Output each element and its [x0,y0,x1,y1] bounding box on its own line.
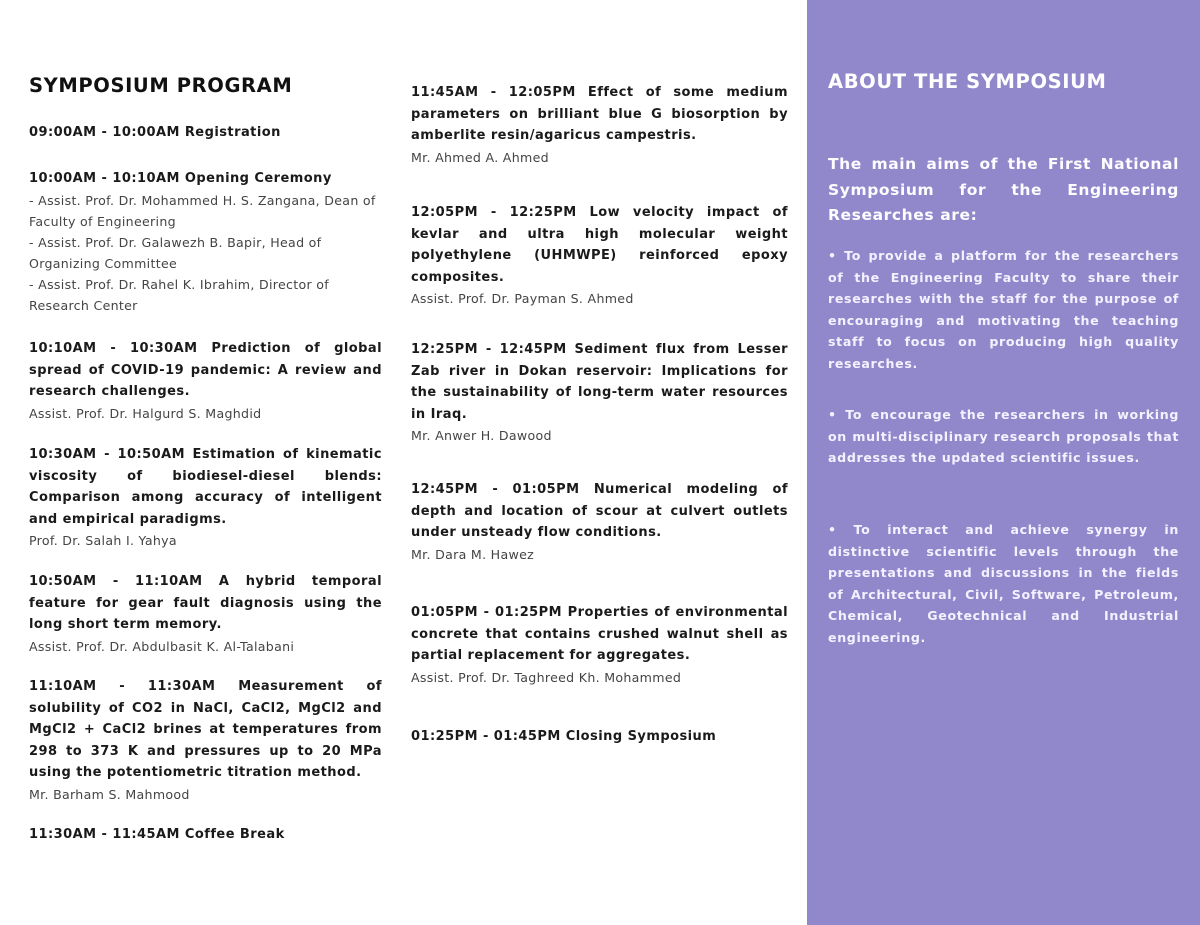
program-item [411,479,788,565]
program-item-speaker: - Assist. Prof. Dr. Mohammed H. S. Zangana, Dean of Faculty of Engineering [29,192,376,229]
about-aim: • To provide a platform for the researchers of the Engineering Faculty to share their researches with the staff for the purpose of encouraging and motivating the teaching staff to focus on producing high quality researches. [828,248,1179,371]
program-item-speaker: - Assist. Prof. Dr. Galawezh B. Bapir, Head of Organizing Committee [29,234,322,271]
program-item [29,824,382,846]
program-item-heading: 01:25PM - 01:45PM Closing Symposium [411,729,717,744]
program-item [411,82,788,168]
program-item-heading: 01:05PM - 01:25PM Properties of environmental concrete that contains crushed walnut shell as partial replacement for aggregates. [411,605,788,663]
program-item-heading: 11:10AM - 11:30AM Measurement of solubility of CO2 in NaCl, CaCl2, MgCl2 and MgCl2 + CaCl2 brines at temperatures from 298 to 373 K and pressures up to 20 MPa using the potentiometric titration method. [29,679,382,780]
program-item-speaker: Assist. Prof. Dr. Halgurd S. Maghdid [29,405,262,421]
program-item-speaker: Mr. Ahmed A. Ahmed [411,149,549,165]
program-item-speaker: Mr. Anwer H. Dawood [411,428,552,443]
program-item-speaker: Assist. Prof. Dr. Taghreed Kh. Mohammed [411,669,682,685]
program-item-heading: 11:30AM - 11:45AM Coffee Break [29,827,285,842]
program-item-speaker: - Assist. Prof. Dr. Rahel K. Ibrahim, Director of Research Center [29,276,329,313]
program-item [411,726,788,748]
about-title: ABOUT THE SYMPOSIUM [828,70,1107,93]
program-item-speaker: Assist. Prof. Dr. Payman S. Ahmed [411,291,634,306]
about-intro: The main aims of the First National Symposium for the Engineering Researches are: [828,155,1179,224]
program-item-heading: 10:50AM - 11:10AM A hybrid temporal feature for gear fault diagnosis using the long short term memory. [29,574,382,632]
program-item-heading: 12:25PM - 12:45PM Sediment flux from Lesser Zab river in Dokan reservoir: Implications for the sustainability of long-term water resources in Iraq. [411,342,789,422]
about-aim: • To interact and achieve synergy in distinctive scientific levels through the presentations and discussions in the fields of Architectural, Civil, Software, Petroleum, Chemical, Geotechnical and Industrial engineering. [828,522,1179,645]
program-item [411,602,788,688]
program-item [29,676,382,805]
program-item-speaker: Assist. Prof. Dr. Abdulbasit K. Al-Talabani [29,638,295,654]
program-item [29,338,382,424]
program-item-heading: 10:10AM - 10:30AM Prediction of global spread of COVID-19 pandemic: A review and research challenges. [29,341,383,399]
about-aim: • To encourage the researchers in working on multi-disciplinary research proposals that addresses the updated scientific issues. [828,407,1179,465]
program-item-speaker: Prof. Dr. Salah I. Yahya [29,533,177,548]
program-item-heading: 10:30AM - 10:50AM Estimation of kinematic viscosity of biodiesel-diesel blends: Comparison among accuracy of intelligent and empirical paradigms. [29,447,382,527]
program-item-heading: 12:45PM - 01:05PM Numerical modeling of depth and location of scour at culvert outlets under unsteady flow conditions. [411,482,788,540]
program-item-speaker: Mr. Barham S. Mahmood [29,786,190,802]
about-panel [807,0,1200,925]
program-item [29,571,382,657]
program-item [411,202,788,309]
program-item-speaker: Mr. Dara M. Hawez [411,546,535,562]
program-item-heading: 09:00AM - 10:00AM Registration [29,125,281,140]
program-item [29,122,382,144]
program-item-heading: 11:45AM - 12:05PM Effect of some medium parameters on brilliant blue G biosorption by amberlite resin/agaricus campestris. [411,85,788,143]
program-item-heading: 12:05PM - 12:25PM Low velocity impact of kevlar and ultra high molecular weight polyethylene (UHMWPE) reinforced epoxy composites. [411,205,788,285]
program-item-heading: 10:00AM - 10:10AM Opening Ceremony [29,171,332,186]
program-title: SYMPOSIUM PROGRAM [29,74,293,97]
program-item [411,339,788,446]
program-item [29,168,382,316]
program-item [29,444,382,551]
